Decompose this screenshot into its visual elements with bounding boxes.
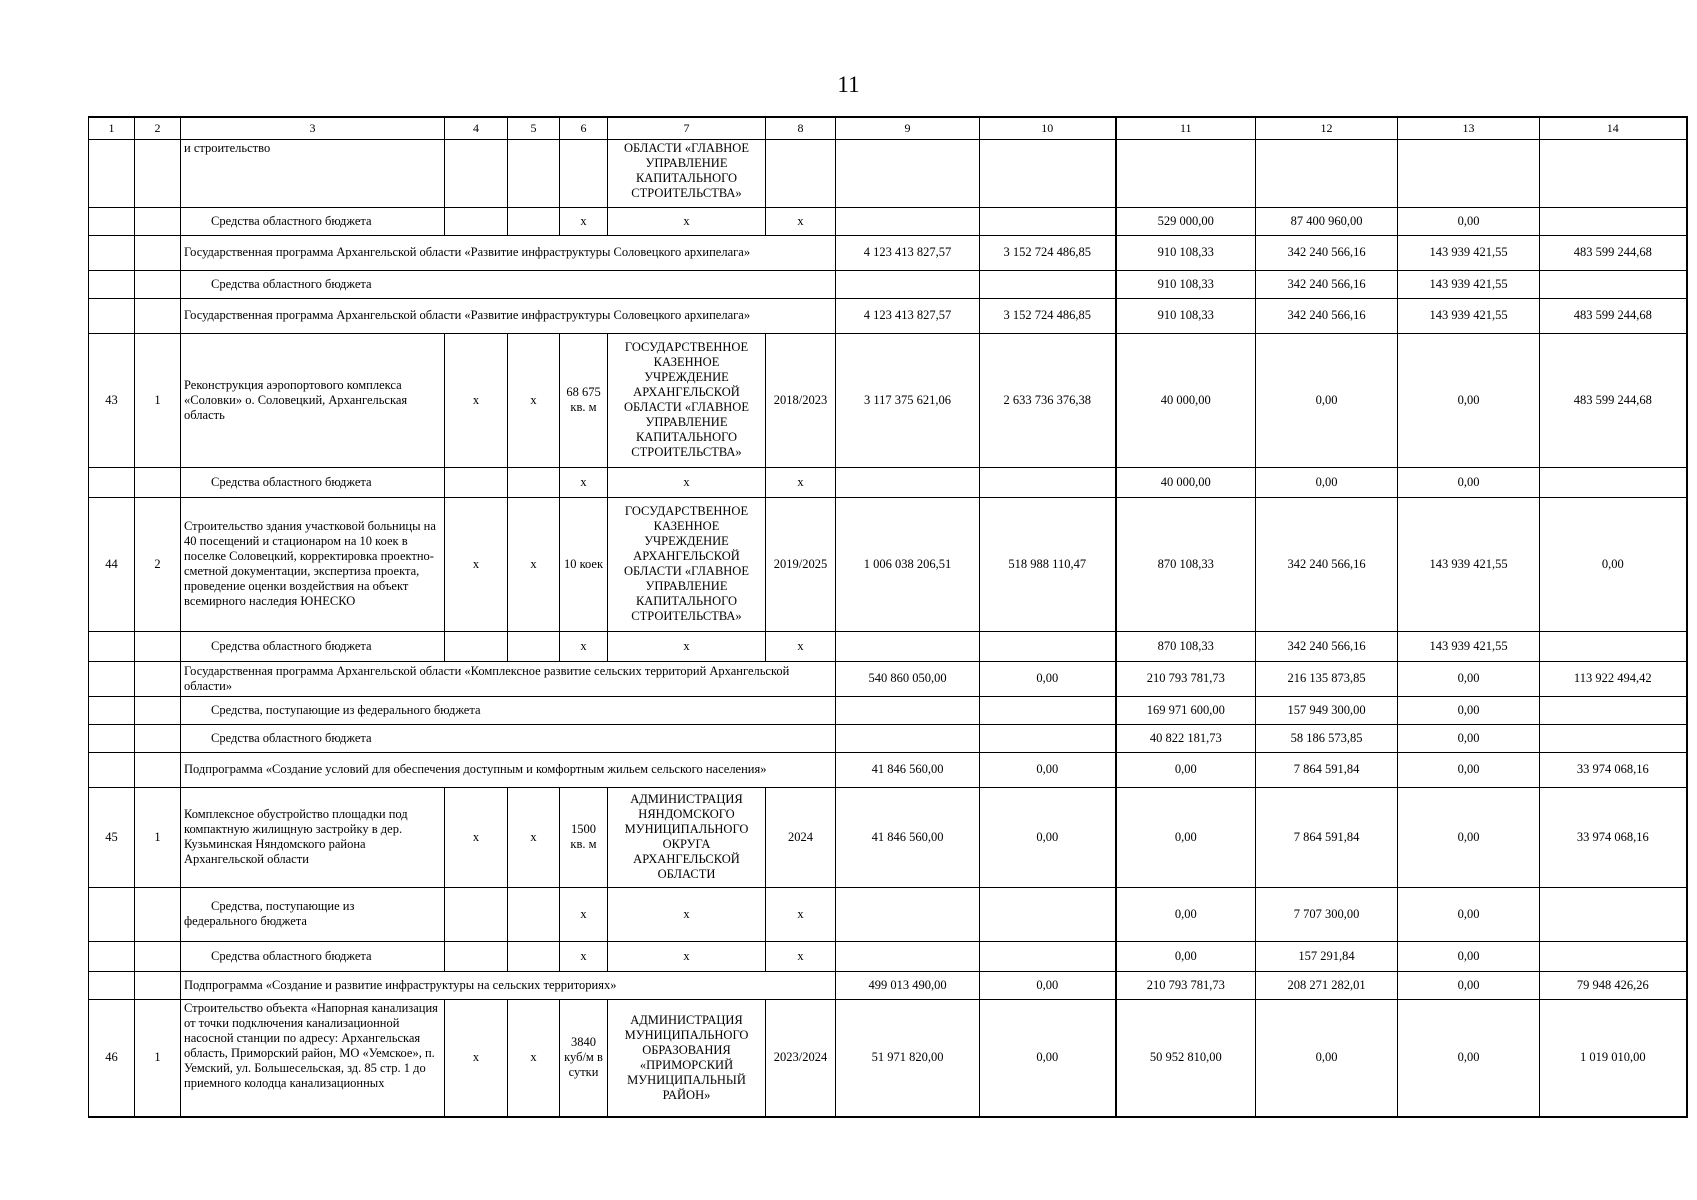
item-number-cell: 1 [135, 999, 181, 1117]
value-cell: 342 240 566,16 [1256, 235, 1398, 270]
value-cell: x [560, 941, 608, 971]
budget-table [88, 116, 1688, 1118]
table-row [89, 270, 1687, 298]
value-cell: 7 864 591,84 [1256, 752, 1398, 787]
value-cell: x [766, 631, 836, 661]
program-title-cell: Государственная программа Архангельской области «Развитие инфраструктуры Соловецкого архипелага» [181, 298, 836, 333]
value-cell: x [560, 887, 608, 941]
funding-source-line-1: Средства, поступающие из [211, 899, 355, 913]
value-cell: 143 939 421,55 [1398, 298, 1540, 333]
value-cell: 41 846 560,00 [836, 752, 980, 787]
value-cell: 40 000,00 [1116, 467, 1256, 497]
value-cell: x [608, 941, 766, 971]
value-cell: 0,00 [1116, 752, 1256, 787]
value-cell: 157 949 300,00 [1256, 696, 1398, 724]
value-cell: 0,00 [1398, 999, 1540, 1117]
header-cell: 5 [508, 117, 560, 139]
table-row [89, 787, 1687, 887]
value-cell: 2 633 736 376,38 [980, 333, 1116, 467]
capacity-cell: 1500 кв. м [560, 787, 608, 887]
value-cell: x [560, 467, 608, 497]
table-row [89, 235, 1687, 270]
value-cell: 483 599 244,68 [1540, 298, 1687, 333]
value-cell: 143 939 421,55 [1398, 631, 1540, 661]
period-cell: 2018/2023 [766, 333, 836, 467]
period-cell: 2023/2024 [766, 999, 836, 1117]
object-name-cell: Комплексное обустройство площадки под компактную жилищную застройку в дер. Кузьминская Няндомского района Архангельской области [181, 787, 445, 887]
value-cell: 4 123 413 827,57 [836, 298, 980, 333]
value-cell: 210 793 781,73 [1116, 661, 1256, 696]
value-cell: 3 152 724 486,85 [980, 235, 1116, 270]
customer-cell: АДМИНИСТРАЦИЯ МУНИЦИПАЛЬНОГО ОБРАЗОВАНИЯ «ПРИМОРСКИЙ МУНИЦИПАЛЬНЫЙ РАЙОН» [608, 999, 766, 1117]
row-number-cell: 43 [89, 333, 135, 467]
value-cell: x [766, 467, 836, 497]
value-cell: 0,00 [1398, 887, 1540, 941]
value-cell: 0,00 [1256, 333, 1398, 467]
funding-source-cell: Средства, поступающие из федерального бюджета [181, 696, 836, 724]
capacity-cell: 68 675 кв. м [560, 333, 608, 467]
header-cell: 2 [135, 117, 181, 139]
value-cell: 0,00 [980, 752, 1116, 787]
row-number-cell: 44 [89, 497, 135, 631]
value-cell: 208 271 282,01 [1256, 971, 1398, 999]
header-cell: 8 [766, 117, 836, 139]
value-cell: x [445, 787, 508, 887]
value-cell: 0,00 [1398, 661, 1540, 696]
value-cell: 41 846 560,00 [836, 787, 980, 887]
row-number-cell: 46 [89, 999, 135, 1117]
value-cell: 0,00 [1398, 787, 1540, 887]
customer-cell: АДМИНИСТРАЦИЯ НЯНДОМСКОГО МУНИЦИПАЛЬНОГО ОКРУГА АРХАНГЕЛЬСКОЙ ОБЛАСТИ [608, 787, 766, 887]
value-cell: 342 240 566,16 [1256, 497, 1398, 631]
table-row [89, 941, 1687, 971]
funding-source-cell [181, 887, 445, 941]
header-cell: 9 [836, 117, 980, 139]
value-cell: 143 939 421,55 [1398, 235, 1540, 270]
value-cell: 0,00 [1116, 941, 1256, 971]
value-cell: x [608, 207, 766, 235]
value-cell: 33 974 068,16 [1540, 787, 1687, 887]
object-name-cell: Строительство объекта «Напорная канализация от точки подключения канализационной насосной станции по адресу: Архангельская область, Приморский район, МО «Уемское», п. Уемский, ул. Большесельская, зд. 85 стр. 1 до приемного колодца канализационных [181, 999, 445, 1117]
value-cell: 1 006 038 206,51 [836, 497, 980, 631]
value-cell: 0,00 [1540, 497, 1687, 631]
table-row [89, 724, 1687, 752]
funding-source-line-2: федерального бюджета [184, 914, 307, 928]
value-cell: 342 240 566,16 [1256, 631, 1398, 661]
value-cell: 33 974 068,16 [1540, 752, 1687, 787]
program-title-cell: Подпрограмма «Создание и развитие инфраструктуры на сельских территориях» [181, 971, 836, 999]
value-cell: 0,00 [1256, 467, 1398, 497]
value-cell: 3 117 375 621,06 [836, 333, 980, 467]
value-cell: 58 186 573,85 [1256, 724, 1398, 752]
value-cell: x [560, 207, 608, 235]
value-cell: x [560, 631, 608, 661]
value-cell: 910 108,33 [1116, 235, 1256, 270]
funding-source-cell: Средства областного бюджета [181, 467, 445, 497]
value-cell: 870 108,33 [1116, 631, 1256, 661]
period-cell: 2024 [766, 787, 836, 887]
value-cell: 4 123 413 827,57 [836, 235, 980, 270]
header-cell: 4 [445, 117, 508, 139]
table-row [89, 298, 1687, 333]
header-cell: 12 [1256, 117, 1398, 139]
value-cell: 540 860 050,00 [836, 661, 980, 696]
table-row [89, 333, 1687, 467]
value-cell: x [445, 999, 508, 1117]
object-name-cell: и строительство [181, 139, 445, 207]
table-row [89, 999, 1687, 1117]
object-name-cell: Строительство здания участковой больницы на 40 посещений и стационаром на 10 коек в поселке Соловецкий, корректировка проектно-сметной документации, экспертиза проекта, проведение оценки воздействия на объект всемирного наследия ЮНЕСКО [181, 497, 445, 631]
table-row [89, 139, 1687, 207]
funding-source-cell: Средства областного бюджета [181, 631, 445, 661]
funding-source-cell: Средства областного бюджета [181, 724, 836, 752]
header-cell: 10 [980, 117, 1116, 139]
value-cell: 216 135 873,85 [1256, 661, 1398, 696]
value-cell: 529 000,00 [1116, 207, 1256, 235]
value-cell: x [445, 333, 508, 467]
item-number-cell: 1 [135, 787, 181, 887]
funding-source-cell: Средства областного бюджета [181, 207, 445, 235]
period-cell: 2019/2025 [766, 497, 836, 631]
value-cell: 870 108,33 [1116, 497, 1256, 631]
value-cell: 0,00 [1398, 752, 1540, 787]
value-cell: x [508, 999, 560, 1117]
value-cell: 7 707 300,00 [1256, 887, 1398, 941]
value-cell: 0,00 [1398, 971, 1540, 999]
header-cell: 7 [608, 117, 766, 139]
value-cell: 0,00 [1116, 887, 1256, 941]
program-title-cell: Подпрограмма «Создание условий для обеспечения доступным и комфортным жильем сельского населения» [181, 752, 836, 787]
table-row [89, 467, 1687, 497]
value-cell: x [508, 787, 560, 887]
header-cell: 3 [181, 117, 445, 139]
object-name-cell: Реконструкция аэропортового комплекса «Соловки» о. Соловецкий, Архангельская область [181, 333, 445, 467]
value-cell: 0,00 [1398, 467, 1540, 497]
value-cell: 169 971 600,00 [1116, 696, 1256, 724]
table-row [89, 696, 1687, 724]
value-cell: 40 822 181,73 [1116, 724, 1256, 752]
row-number-cell: 45 [89, 787, 135, 887]
value-cell: x [608, 631, 766, 661]
value-cell: x [766, 941, 836, 971]
value-cell: 518 988 110,47 [980, 497, 1116, 631]
value-cell: 40 000,00 [1116, 333, 1256, 467]
value-cell: 0,00 [980, 971, 1116, 999]
value-cell: 3 152 724 486,85 [980, 298, 1116, 333]
table-row [89, 661, 1687, 696]
value-cell: 51 971 820,00 [836, 999, 980, 1117]
value-cell: x [766, 887, 836, 941]
value-cell: 342 240 566,16 [1256, 270, 1398, 298]
customer-cell: ГОСУДАРСТВЕННОЕ КАЗЕННОЕ УЧРЕЖДЕНИЕ АРХАНГЕЛЬСКОЙ ОБЛАСТИ «ГЛАВНОЕ УПРАВЛЕНИЕ КАПИТАЛЬНОГО СТРОИТЕЛЬСТВА» [608, 497, 766, 631]
value-cell: 910 108,33 [1116, 298, 1256, 333]
value-cell: 79 948 426,26 [1540, 971, 1687, 999]
value-cell: 0,00 [1398, 941, 1540, 971]
value-cell: 157 291,84 [1256, 941, 1398, 971]
funding-source-cell: Средства областного бюджета [181, 270, 836, 298]
value-cell: 87 400 960,00 [1256, 207, 1398, 235]
value-cell: 210 793 781,73 [1116, 971, 1256, 999]
capacity-cell: 3840 куб/м в сутки [560, 999, 608, 1117]
value-cell: 0,00 [1398, 207, 1540, 235]
value-cell: 0,00 [980, 999, 1116, 1117]
value-cell: x [508, 497, 560, 631]
header-cell: 1 [89, 117, 135, 139]
header-cell: 11 [1116, 117, 1256, 139]
value-cell: 0,00 [1398, 333, 1540, 467]
page-number: 11 [837, 72, 860, 97]
value-cell: x [508, 333, 560, 467]
table-row [89, 207, 1687, 235]
value-cell: 483 599 244,68 [1540, 235, 1687, 270]
value-cell: 910 108,33 [1116, 270, 1256, 298]
header-row [89, 117, 1687, 139]
value-cell: 7 864 591,84 [1256, 787, 1398, 887]
value-cell: x [608, 887, 766, 941]
table-row [89, 887, 1687, 941]
item-number-cell: 1 [135, 333, 181, 467]
value-cell: 342 240 566,16 [1256, 298, 1398, 333]
header-cell: 14 [1540, 117, 1687, 139]
program-title-cell: Государственная программа Архангельской области «Комплексное развитие сельских территорий Архангельской области» [181, 661, 836, 696]
value-cell: x [766, 207, 836, 235]
table-row [89, 971, 1687, 999]
value-cell: 0,00 [980, 661, 1116, 696]
value-cell: 143 939 421,55 [1398, 497, 1540, 631]
header-cell: 13 [1398, 117, 1540, 139]
value-cell: 0,00 [1116, 787, 1256, 887]
program-title-cell: Государственная программа Архангельской области «Развитие инфраструктуры Соловецкого архипелага» [181, 235, 836, 270]
value-cell: 0,00 [980, 787, 1116, 887]
table-row [89, 631, 1687, 661]
value-cell: 1 019 010,00 [1540, 999, 1687, 1117]
value-cell: 50 952 810,00 [1116, 999, 1256, 1117]
value-cell: 483 599 244,68 [1540, 333, 1687, 467]
value-cell: 0,00 [1398, 696, 1540, 724]
value-cell: 0,00 [1256, 999, 1398, 1117]
value-cell: x [445, 497, 508, 631]
capacity-cell: 10 коек [560, 497, 608, 631]
value-cell: 499 013 490,00 [836, 971, 980, 999]
table-row [89, 752, 1687, 787]
customer-cell: ОБЛАСТИ «ГЛАВНОЕ УПРАВЛЕНИЕ КАПИТАЛЬНОГО СТРОИТЕЛЬСТВА» [608, 139, 766, 207]
item-number-cell: 2 [135, 497, 181, 631]
header-cell: 6 [560, 117, 608, 139]
funding-source-cell: Средства областного бюджета [181, 941, 445, 971]
table-row [89, 497, 1687, 631]
customer-cell: ГОСУДАРСТВЕННОЕ КАЗЕННОЕ УЧРЕЖДЕНИЕ АРХАНГЕЛЬСКОЙ ОБЛАСТИ «ГЛАВНОЕ УПРАВЛЕНИЕ КАПИТАЛЬНОГО СТРОИТЕЛЬСТВА» [608, 333, 766, 467]
value-cell: 143 939 421,55 [1398, 270, 1540, 298]
value-cell: 113 922 494,42 [1540, 661, 1687, 696]
value-cell: x [608, 467, 766, 497]
value-cell: 0,00 [1398, 724, 1540, 752]
